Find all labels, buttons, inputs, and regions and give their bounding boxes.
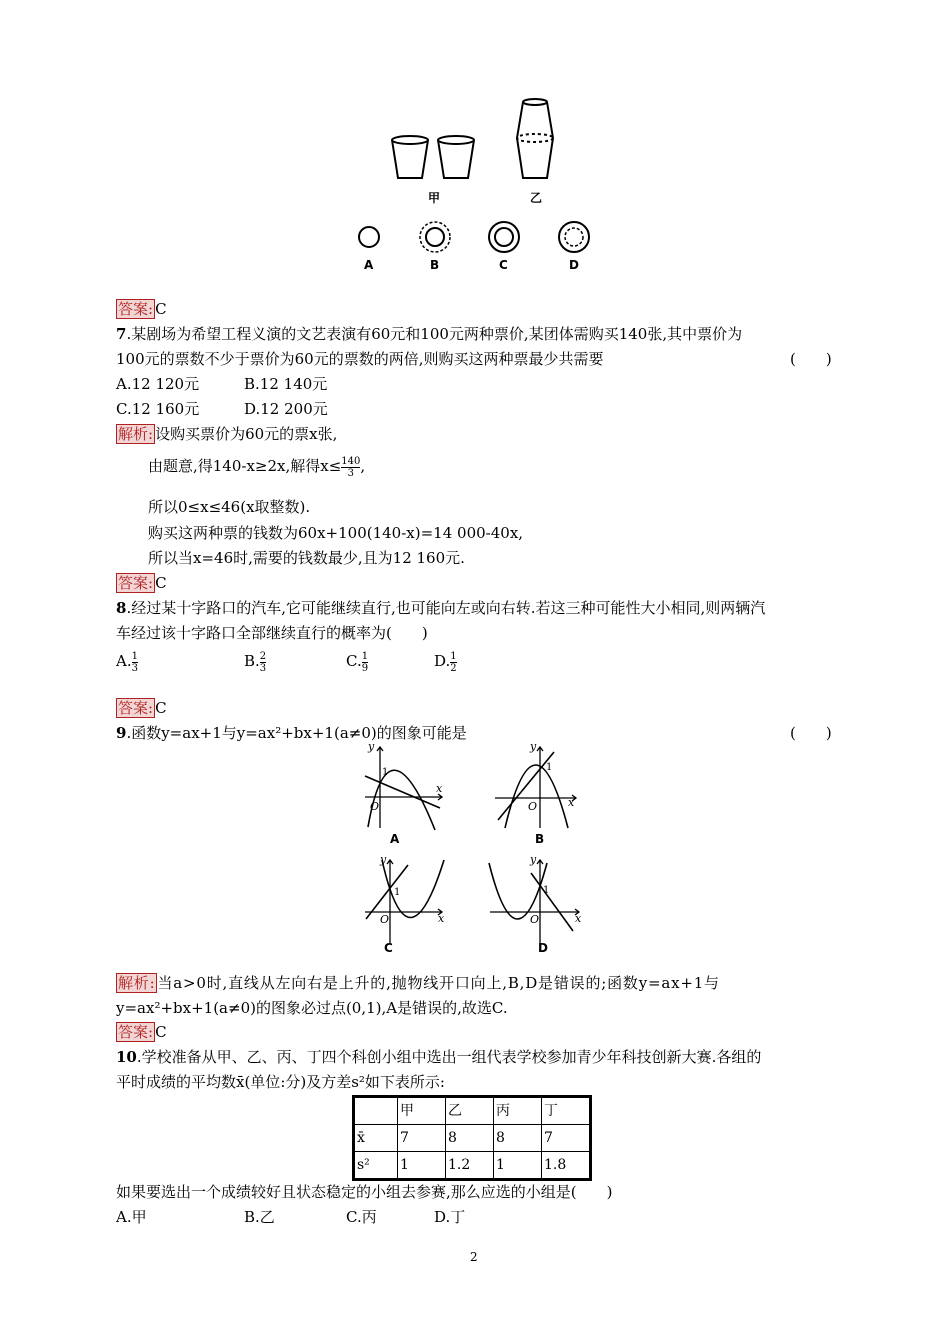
q7-analysis-line2: 由题意,得140-x≥2x,解得x≤ $\frac{140}{3}$ , — [148, 455, 366, 479]
svg-text:1: 1 — [382, 767, 389, 778]
option-c-circle-outer — [489, 222, 519, 252]
svg-text:x: x — [568, 796, 575, 809]
cup-jia-right — [438, 136, 474, 178]
svg-text:x: x — [436, 782, 443, 795]
q7-stem-line1: 7.某剧场为希望工程义演的文艺表演有60元和100元两种票价,某团体需购买140张,其中票价为 — [116, 325, 743, 343]
q8-option-b: B. $\frac{2}{3}$ — [244, 650, 267, 674]
svg-text:y: y — [368, 742, 375, 753]
option-b-circle-inner — [426, 228, 444, 246]
q7-option-c: C.12 160元 — [116, 400, 200, 418]
svg-text:y: y — [530, 742, 537, 753]
svg-text:x: x — [575, 912, 582, 925]
q8-stem-line2: 车经过该十字路口全部继续直行的概率为( ) — [116, 624, 428, 642]
graph-b — [490, 742, 580, 832]
q7-option-b: B.12 140元 — [244, 375, 328, 393]
svg-text:1: 1 — [394, 887, 401, 898]
q8-option-c: C. $\frac{1}{9}$ — [346, 650, 369, 674]
q8-stem-line1: 8.经过某十字路口的汽车,它可能继续直行,也可能向左或向右转.若这三种可能性大小相同,则两辆汽 — [116, 599, 766, 617]
option-d-circle-inner — [565, 228, 583, 246]
graph-b-label: B — [535, 832, 545, 846]
cups-figure — [380, 90, 580, 210]
svg-text:1: 1 — [543, 885, 550, 896]
graph-d-label: D — [538, 941, 548, 955]
q9-answer-paren: ( ) — [790, 724, 832, 742]
graph-c — [360, 855, 450, 945]
q9-stem: 9.函数y=ax+1与y=ax²+bx+1(a≠0)的图象可能是 — [116, 724, 467, 742]
q7-analysis-line1: 解析: 设购买票价为60元的票x张, — [118, 425, 338, 443]
option-a-circle — [359, 227, 379, 247]
q7-analysis-line4: 购买这两种票的钱数为60x+100(140-x)=14 000-40x, — [148, 524, 524, 542]
q8-option-a: A. $\frac{1}{3}$ — [116, 650, 138, 674]
svg-text:O: O — [530, 913, 540, 926]
answer-value: C — [155, 300, 167, 318]
svg-text:y: y — [530, 855, 537, 866]
answer-value: C — [155, 574, 167, 592]
q7-option-d: D.12 200元 — [244, 400, 328, 418]
question-number: 10 — [116, 1048, 137, 1066]
option-c-label: C — [499, 258, 508, 272]
svg-text:O: O — [528, 800, 538, 813]
q10-option-b: B.乙 — [244, 1208, 275, 1226]
cup-jia-left — [392, 136, 428, 178]
analysis-tag: 解析: — [118, 425, 154, 443]
q10-option-a: A.甲 — [116, 1208, 147, 1226]
q7-analysis-line3: 所以0≤x≤46(x取整数). — [148, 498, 311, 516]
option-c-circle-inner — [495, 228, 513, 246]
svg-text:O: O — [370, 800, 380, 813]
svg-text:1: 1 — [546, 762, 553, 773]
analysis-tag: 解析: — [118, 974, 156, 992]
graph-a-label: A — [390, 832, 400, 846]
option-d-label: D — [569, 258, 579, 272]
q10-stem-line2: 平时成绩的平均数x̄(单位:分)及方差s²如下表所示: — [116, 1073, 445, 1091]
question-number: 9 — [116, 724, 127, 742]
answer-tag: 答案: — [118, 300, 154, 318]
answer-value: C — [155, 1023, 167, 1041]
svg-text:y: y — [380, 855, 387, 866]
page-number: 2 — [470, 1250, 478, 1264]
graph-c-label: C — [384, 941, 393, 955]
option-b-label: B — [430, 258, 440, 272]
q8-option-d: D. $\frac{1}{2}$ — [434, 650, 457, 674]
option-a-label: A — [364, 258, 374, 272]
q7-analysis-line5: 所以当x=46时,需要的钱数最少,且为12 160元. — [148, 549, 465, 567]
q10-stem-line1: 10.学校准备从甲、乙、丙、丁四个科创小组中选出一组代表学校参加青少年科技创新大赛.各组的 — [116, 1048, 762, 1066]
cup-yi-stacked — [517, 99, 553, 178]
scores-table — [352, 1095, 592, 1181]
answer-value: C — [155, 699, 167, 717]
table-header-row: 甲 乙 丙 丁 — [354, 1097, 591, 1125]
graph-d — [485, 855, 585, 945]
answer-tag: 答案: — [118, 574, 154, 592]
answer-tag: 答案: — [118, 1023, 154, 1041]
q7-stem-line2: 100元的票数不少于票价为60元的票数的两倍,则购买这两种票最少共需要 — [116, 350, 604, 368]
q10-question: 如果要选出一个成绩较好且状态稳定的小组去参赛,那么应选的小组是( ) — [116, 1183, 613, 1201]
table-row-variance: s² 1 1.2 1 1.8 — [354, 1152, 591, 1180]
q10-option-d: D.丁 — [434, 1208, 466, 1226]
circle-options-figure — [350, 220, 600, 260]
question-number: 8 — [116, 599, 127, 617]
label-yi: 乙 — [530, 191, 543, 205]
option-d-circle-outer — [559, 222, 589, 252]
q10-option-c: C.丙 — [346, 1208, 377, 1226]
fraction: $\frac{140}{3}$ — [341, 455, 361, 479]
graph-a — [360, 742, 450, 832]
q9-analysis-line1: 解析: 当a>0时,直线从左向右是上升的,抛物线开口向上,B,D是错误的;函数y=ax+1与 — [118, 974, 720, 992]
answer-tag: 答案: — [118, 699, 154, 717]
q6-answer — [116, 298, 167, 320]
svg-text:x: x — [438, 912, 445, 925]
q7-answer — [116, 572, 167, 594]
table-row-mean: x̄ 7 8 8 7 — [354, 1125, 591, 1152]
option-b-circle-outer — [420, 222, 450, 252]
q9-answer — [116, 1021, 167, 1043]
q7-answer-paren: ( ) — [790, 350, 832, 368]
svg-text:O: O — [380, 913, 390, 926]
label-jia: 甲 — [428, 191, 441, 205]
q9-analysis-line2: y=ax²+bx+1(a≠0)的图象必过点(0,1),A是错误的,故选C. — [116, 999, 508, 1017]
question-number: 7 — [116, 325, 127, 343]
q7-option-a: A.12 120元 — [116, 375, 200, 393]
q8-answer — [116, 697, 167, 719]
